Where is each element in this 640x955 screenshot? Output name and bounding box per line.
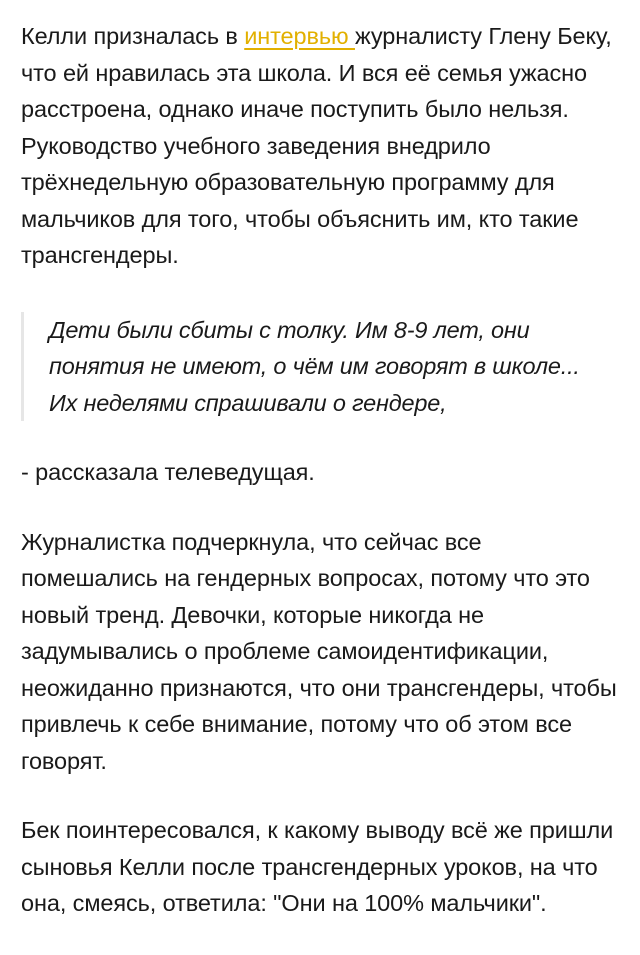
blockquote — [21, 312, 581, 422]
quote-attribution: - рассказала телеведущая. — [21, 459, 315, 485]
article-body — [21, 18, 621, 922]
paragraph-intro — [21, 18, 621, 274]
quote-text: Дети были сбиты с толку. Им 8-9 лет, они понятия не имеют, о чём им говорят в школе... Их неделями спрашивали о гендере, — [49, 316, 580, 416]
paragraph-intro-text-after: журналисту Глену Беку, что ей нравилась эта школа. И вся её семья ужасно расстроена, однако иначе поступить было нельзя. Руководство учебного заведения внедрило трёхнедельную образовательную программу для мальчиков для того, чтобы объяснить им, кто такие трансгендеры. — [21, 23, 612, 268]
paragraph-intro-text-before: Келли призналась в — [21, 23, 245, 49]
interview-link[interactable]: интервью — [244, 23, 355, 49]
paragraph-beck: Бек поинтересовался, к какому выводу всё же пришли сыновья Келли после трансгендерных уроков, на что она, смеясь, ответила: "Они на 100% мальчики". — [21, 817, 614, 916]
paragraph-journalist: Журналистка подчеркнула, что сейчас все помешались на гендерных вопросах, потому что это новый тренд. Девочки, которые никогда не задумывались о проблеме самоидентификации, неожиданно признаются, что они трансгендеры, чтобы привлечь к себе внимание, потому что об этом все говорят. — [21, 528, 617, 774]
